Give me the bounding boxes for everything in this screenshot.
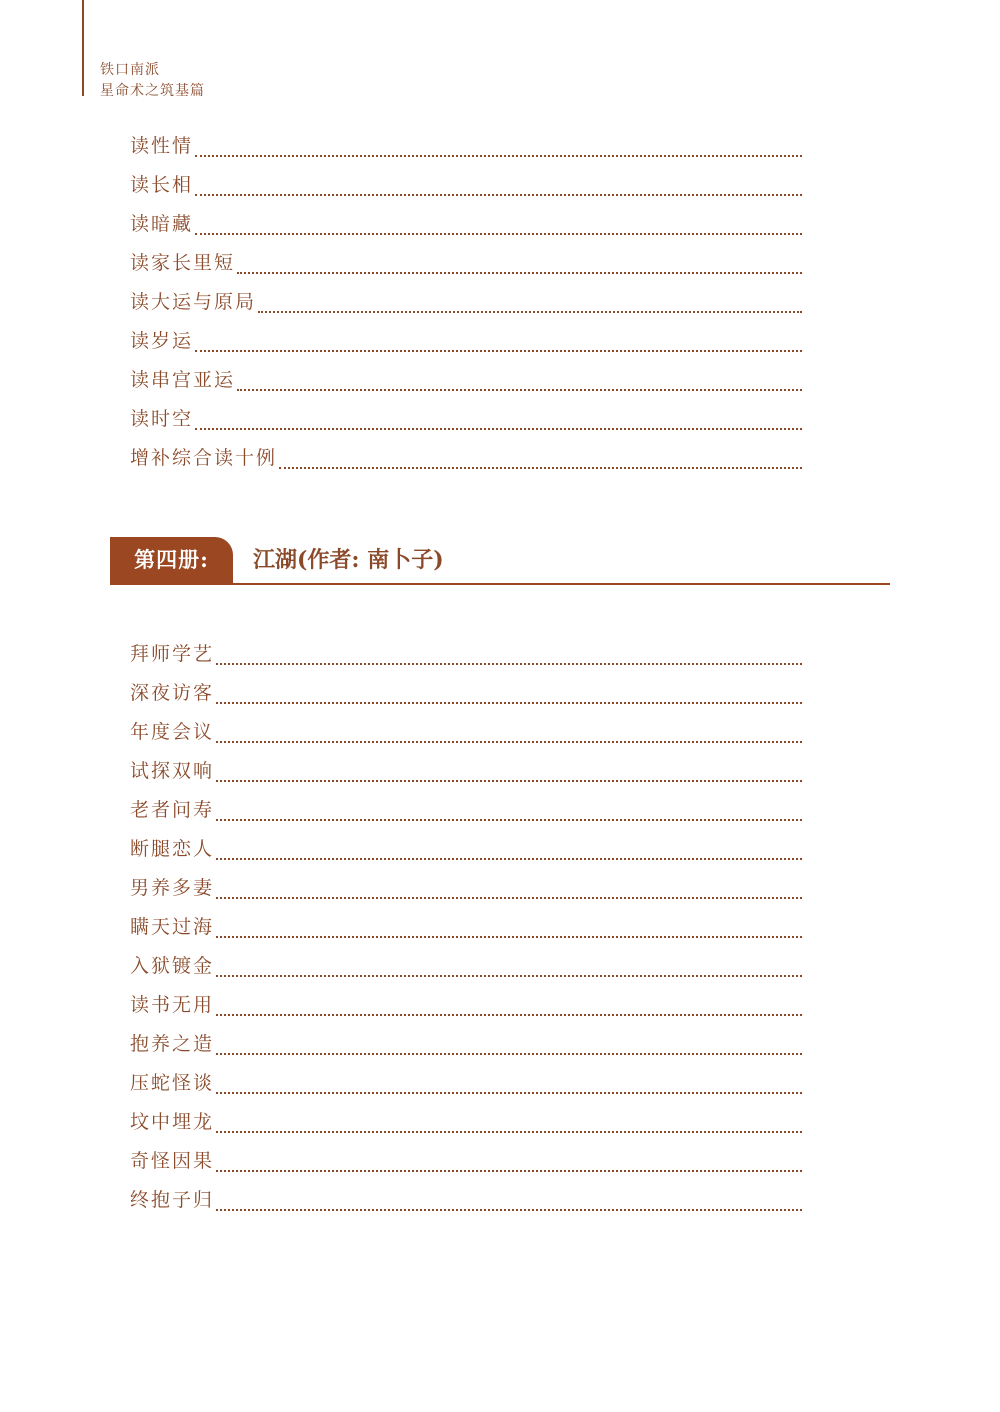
- toc-entry-title: 增补综合读十例: [130, 447, 278, 469]
- toc-dot-leader: [279, 445, 802, 469]
- toc-entry[interactable]: [130, 437, 802, 476]
- toc-entry-title: 坟中埋龙: [130, 1111, 215, 1133]
- toc-entry[interactable]: [130, 203, 802, 242]
- toc-entry[interactable]: [130, 984, 802, 1023]
- toc-entry[interactable]: [130, 359, 802, 398]
- toc-entry[interactable]: [130, 1140, 802, 1179]
- toc-entry[interactable]: [130, 1179, 802, 1218]
- toc-dot-leader: [216, 1148, 802, 1172]
- toc-dot-leader: [216, 914, 802, 938]
- toc-entry[interactable]: [130, 945, 802, 984]
- toc-entry[interactable]: [130, 320, 802, 359]
- toc-entry[interactable]: [130, 1062, 802, 1101]
- toc-entry[interactable]: [130, 867, 802, 906]
- toc-dot-leader: [216, 836, 802, 860]
- side-rule: [82, 0, 84, 96]
- toc-dot-leader: [237, 367, 802, 391]
- toc-list-part4: [130, 633, 802, 1218]
- toc-dot-leader: [216, 641, 802, 665]
- toc-entry-title: 入狱镀金: [130, 955, 215, 977]
- section-label-tab: 第四册:: [110, 537, 233, 585]
- toc-entry[interactable]: [130, 906, 802, 945]
- toc-dot-leader: [216, 680, 802, 704]
- toc-dot-leader: [258, 289, 802, 313]
- toc-entry-title: 读家长里短: [130, 252, 236, 274]
- toc-dot-leader: [216, 1031, 802, 1055]
- toc-dot-leader: [216, 1070, 802, 1094]
- toc-entry[interactable]: [130, 1101, 802, 1140]
- toc-entry-title: 年度会议: [130, 721, 215, 743]
- section-underline: [233, 583, 890, 585]
- toc-entry-title: 男养多妻: [130, 877, 215, 899]
- toc-entry-title: 瞒天过海: [130, 916, 215, 938]
- toc-dot-leader: [216, 719, 802, 743]
- toc-dot-leader: [195, 172, 802, 196]
- toc-dot-leader: [195, 406, 802, 430]
- toc-entry[interactable]: [130, 750, 802, 789]
- toc-entry[interactable]: [130, 398, 802, 437]
- toc-entry-title: 深夜访客: [130, 682, 215, 704]
- toc-entry-title: 读串宫亚运: [130, 369, 236, 391]
- toc-entry-title: 读大运与原局: [130, 291, 257, 313]
- toc-dot-leader: [216, 758, 802, 782]
- toc-entry-title: 读暗藏: [130, 213, 194, 235]
- toc-dot-leader: [195, 133, 802, 157]
- toc-dot-leader: [216, 953, 802, 977]
- section-title: 江湖(作者: 南卜子): [253, 547, 444, 573]
- toc-entry[interactable]: [130, 281, 802, 320]
- toc-entry[interactable]: [130, 164, 802, 203]
- toc-entry[interactable]: [130, 711, 802, 750]
- toc-entry[interactable]: [130, 789, 802, 828]
- toc-entry[interactable]: [130, 828, 802, 867]
- toc-entry-title: 压蛇怪谈: [130, 1072, 215, 1094]
- toc-entry[interactable]: [130, 1023, 802, 1062]
- toc-entry-title: 奇怪因果: [130, 1150, 215, 1172]
- toc-dot-leader: [237, 250, 802, 274]
- toc-entry[interactable]: [130, 125, 802, 164]
- toc-dot-leader: [216, 1187, 802, 1211]
- section-header-volume-4: [110, 537, 890, 585]
- toc-entry-title: 读岁运: [130, 330, 194, 352]
- toc-entry-title: 读书无用: [130, 994, 215, 1016]
- toc-entry-title: 读长相: [130, 174, 194, 196]
- running-header-subtitle: 星命术之筑基篇: [100, 83, 205, 99]
- toc-entry-title: 读时空: [130, 408, 194, 430]
- toc-dot-leader: [216, 797, 802, 821]
- toc-dot-leader: [216, 875, 802, 899]
- toc-entry-title: 读性情: [130, 135, 194, 157]
- toc-entry[interactable]: [130, 242, 802, 281]
- toc-entry-title: 老者问寿: [130, 799, 215, 821]
- toc-dot-leader: [216, 1109, 802, 1133]
- toc-entry-title: 抱养之造: [130, 1033, 215, 1055]
- toc-entry[interactable]: [130, 672, 802, 711]
- toc-entry-title: 断腿恋人: [130, 838, 215, 860]
- toc-dot-leader: [195, 211, 802, 235]
- toc-dot-leader: [216, 992, 802, 1016]
- toc-entry-title: 试探双响: [130, 760, 215, 782]
- toc-list-part3: [130, 125, 802, 476]
- toc-dot-leader: [195, 328, 802, 352]
- toc-entry-title: 终抱子归: [130, 1189, 215, 1211]
- running-header-series: 铁口南派: [100, 62, 160, 78]
- running-header: [100, 60, 205, 102]
- toc-entry[interactable]: [130, 633, 802, 672]
- toc-entry-title: 拜师学艺: [130, 643, 215, 665]
